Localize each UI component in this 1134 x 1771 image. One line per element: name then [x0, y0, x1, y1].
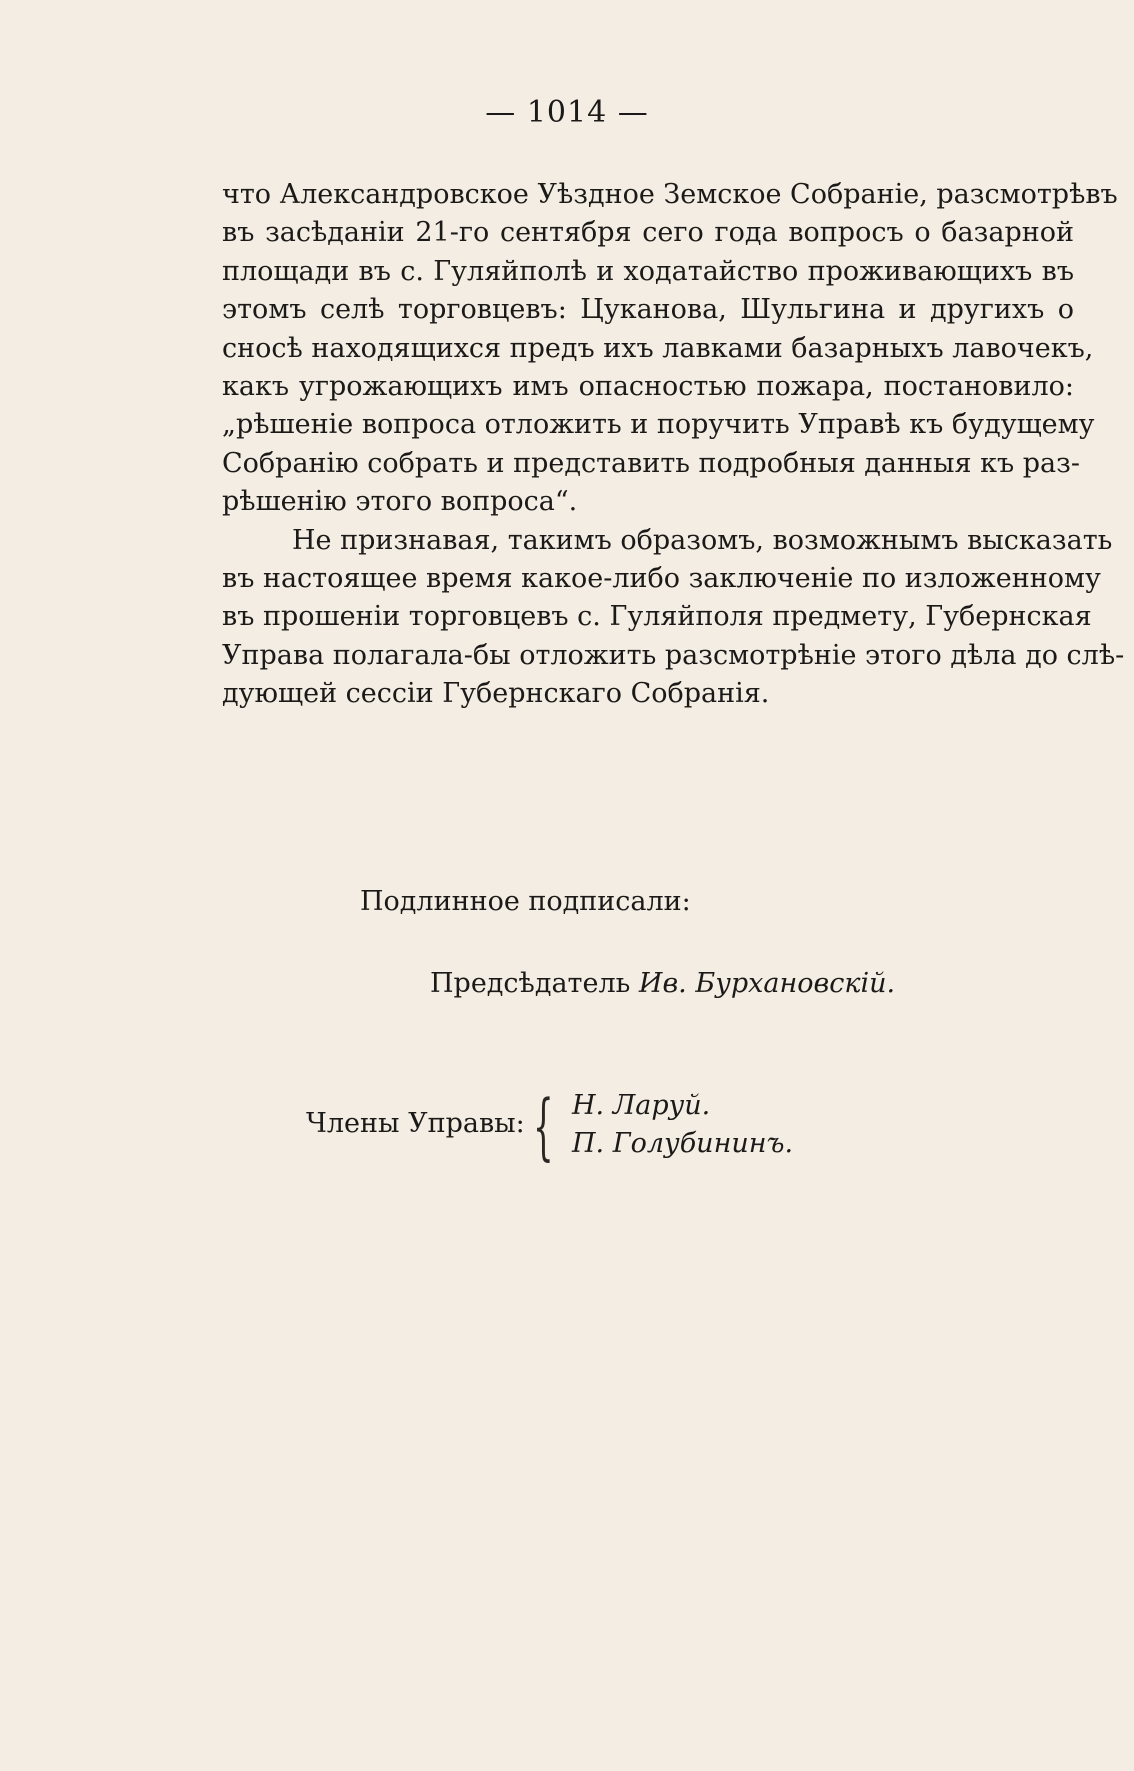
- members-brace: {: [533, 1084, 554, 1168]
- chairman-name: Ив. Бурхановскій.: [638, 968, 896, 999]
- text-line: въ прошеніи торговцевъ с. Гуляйполя предмету, Губернская: [222, 601, 1092, 633]
- text-line: этомъ селѣ торговцевъ: Цуканова, Шульгина и другихъ о: [222, 294, 1074, 326]
- text-line: дующей сессіи Губернскаго Собранія.: [222, 678, 770, 710]
- text-line: Не признавая, такимъ образомъ, возможнымъ высказать: [292, 524, 1113, 556]
- text-line: Собранію собрать и представить подробныя данныя къ раз-: [222, 447, 1080, 479]
- text-line: „рѣшеніе вопроса отложить и поручить Управѣ къ будущему: [222, 409, 1095, 441]
- members-label: Члены Управы:: [306, 1108, 525, 1139]
- signed-original-label: Подлинное подписали:: [360, 886, 691, 917]
- member-signature: П. Голубининъ.: [572, 1128, 794, 1159]
- text-line: сносѣ находящихся предъ ихъ лавками базарныхъ лавочекъ,: [222, 332, 1094, 364]
- text-line: что Александровское Уѣздное Земское Собраніе, разсмотрѣвъ: [222, 179, 1118, 210]
- text-line: Управа полагала-бы отложить разсмотрѣніе этого дѣла до слѣ-: [222, 639, 1125, 671]
- text-line: какъ угрожающихъ имъ опасностью пожара, постановило:: [222, 370, 1074, 402]
- text-line: въ засѣданіи 21-го сентября сего года вопросъ о базарной: [222, 217, 1074, 249]
- text-line: рѣшенію этого вопроса“.: [222, 486, 578, 518]
- text-line: въ настоящее время какое-либо заключеніе по изложенному: [222, 562, 1101, 594]
- chairman-signature: [430, 968, 895, 999]
- text-line: площади въ с. Гуляйполѣ и ходатайство проживающихъ въ: [222, 255, 1074, 287]
- chairman-title: Предсѣдатель: [430, 968, 631, 999]
- member-signature: Н. Ларуй.: [572, 1090, 711, 1121]
- page-number: — 1014 —: [485, 95, 649, 130]
- body-text: [222, 176, 1125, 713]
